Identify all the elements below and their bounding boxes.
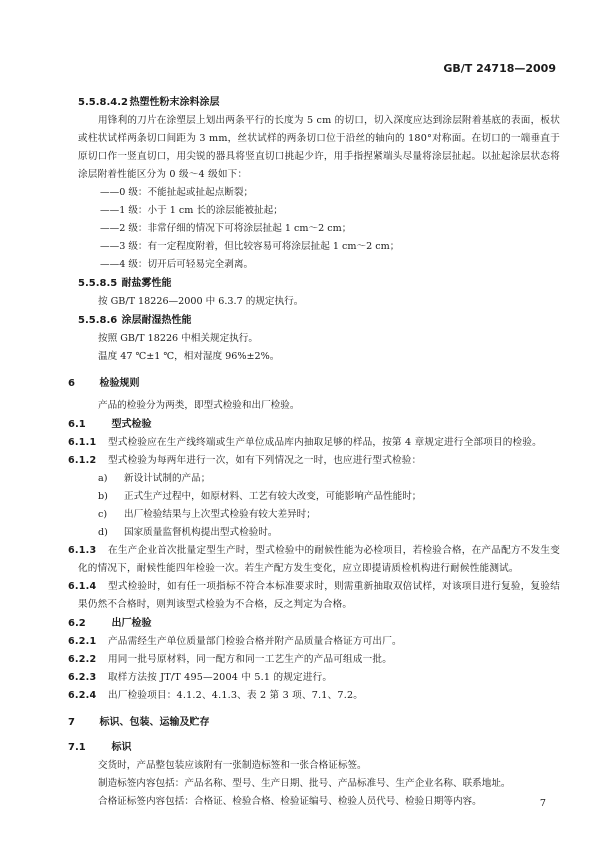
section-title: 出厂检验 [111, 618, 152, 629]
clause-text: 出厂检验项目：4.1.2、4.1.3、表 2 第 3 项、7.1、7.2。 [108, 690, 364, 701]
section-number: 5.5.8.4.2 [78, 97, 128, 108]
section-title: 热塑性粉末涂料涂层 [129, 97, 220, 108]
section-heading-5-5-8-4-2 [78, 93, 560, 112]
clause-6-1-2 [68, 452, 560, 470]
clause-text: 用同一批号原材料，同一配方和同一工艺生产的产品可组成一批。 [108, 654, 393, 665]
clause-number: 6.2.4 [68, 690, 97, 701]
section-number: 6.1 [68, 419, 86, 430]
clause-number: 6.2.3 [68, 672, 97, 683]
list-text: 正式生产过程中，如原材料、工艺有较大改变，可能影响产品性能时； [124, 491, 422, 502]
chapter-heading-6 [68, 374, 560, 393]
clause-6-2-3 [68, 669, 560, 687]
grade-item: ——1 级：小于 1 cm 长的涂层能被扯起； [100, 205, 283, 216]
clause-6-1-4 [68, 578, 560, 614]
list-marker: a) [98, 473, 108, 484]
section-heading-5-5-8-5 [78, 274, 560, 293]
grade-item: ——2 级：非常仔细的情况下可将涂层扯起 1 cm～2 cm； [100, 223, 352, 234]
clause-text: 型式检验为每两年进行一次，如有下列情况之一时，也应进行型式检验： [108, 455, 422, 466]
clause-number: 6.2.2 [68, 654, 97, 665]
list-text: 出厂检验结果与上次型式检验有较大差异时； [124, 509, 316, 520]
clause-6-1-1 [68, 434, 560, 452]
grade-item: ——0 级：不能扯起或扯起点断裂； [100, 187, 254, 198]
clause-text: 型式检验时，如有任一项指标不符合本标准要求时，则需重新抽取双倍试样，对该项目进行复验，复验结果仍然不合格时，则判该型式检验为不合格，反之判定为合格。 [78, 581, 560, 610]
paragraph: 用锋利的刀片在涂塑层上划出两条平行的长度为 5 cm 的切口，切入深度应达到涂层附着基底的表面，板状或柱状试样两条切口间距为 3 mm，丝状试样的两条切口位于沿丝的轴向的 180°对称面。在切口的一端垂直于原切口作一竖直切口，用尖锐的器具将竖直切口挑起少许，用手指捏紧端头尽量将涂层扯起。以扯起涂层状态将涂层附着性能区分为 0 级～4 级如下： [78, 115, 560, 180]
standard-code: GB/T 24718—2009 [443, 62, 556, 75]
section-heading-5-5-8-6 [78, 311, 560, 330]
chapter-title: 标识、包装、运输及贮存 [99, 717, 210, 728]
section-title: 耐盐雾性能 [121, 278, 172, 289]
section-heading-6-1 [68, 415, 560, 434]
paragraph: 按 GB/T 18226—2000 中 6.3.7 的规定执行。 [98, 296, 304, 307]
paragraph: 制造标签内容包括：产品名称、型号、生产日期、批号、产品标准号、生产企业名称、联系地址。 [98, 778, 511, 789]
clause-text: 型式检验应在生产线终端或生产单位成品库内抽取足够的样品，按第 4 章规定进行全部项目的检验。 [108, 437, 542, 448]
paragraph: 合格证标签内容包括：合格证、检验合格、检验证编号、检验人员代号、检验日期等内容。 [98, 796, 482, 807]
paragraph: 交货时，产品整包装应该附有一张制造标签和一张合格证标签。 [98, 760, 367, 771]
clause-text: 取样方法按 JT/T 495—2004 中 5.1 的规定进行。 [108, 672, 333, 683]
section-heading-6-2 [68, 614, 560, 633]
clause-number: 6.2.1 [68, 636, 97, 647]
paragraph: 按照 GB/T 18226 中相关规定执行。 [98, 333, 258, 344]
list-marker: d) [98, 527, 108, 538]
clause-text: 在生产企业首次批量定型生产时，型式检验中的耐候性能为必检项目，若检验合格，在产品配方不发生变化的情况下，耐候性能四年检验一次。若生产配方发生变化，应立即提请质检机构进行耐候性能测试。 [78, 545, 560, 574]
chapter-title: 检验规则 [99, 378, 140, 389]
clause-6-2-4 [68, 687, 560, 705]
list-item [78, 524, 560, 542]
chapter-heading-7 [68, 713, 560, 732]
clause-text: 产品需经生产单位质量部门检验合格并附产品质量合格证方可出厂。 [108, 636, 402, 647]
list-text: 国家质量监督机构提出型式检验时。 [124, 527, 278, 538]
clause-6-2-2 [68, 651, 560, 669]
clause-number: 6.1.3 [68, 545, 97, 556]
chapter-number: 7 [68, 717, 75, 728]
list-item [78, 488, 560, 506]
list-marker: b) [98, 491, 108, 502]
section-title: 涂层耐湿热性能 [121, 315, 192, 326]
clause-6-2-1 [68, 633, 560, 651]
clause-number: 6.1.2 [68, 455, 97, 466]
list-item [78, 506, 560, 524]
clause-6-1-3 [68, 542, 560, 578]
list-item [78, 470, 560, 488]
paragraph: 温度 47 ℃±1 ℃，相对湿度 96%±2%。 [98, 351, 280, 362]
page-number: 7 [539, 798, 546, 809]
section-number: 6.2 [68, 618, 86, 629]
chapter-number: 6 [68, 378, 75, 389]
section-number: 7.1 [68, 742, 86, 753]
paragraph: 产品的检验分为两类，即型式检验和出厂检验。 [98, 400, 300, 411]
section-heading-7-1 [68, 738, 560, 757]
section-title: 型式检验 [111, 419, 152, 430]
document-body [68, 93, 560, 811]
clause-number: 6.1.4 [68, 581, 97, 592]
section-number: 5.5.8.6 [78, 315, 118, 326]
grade-item: ——3 级：有一定程度附着，但比较容易可将涂层扯起 1 cm～2 cm； [100, 241, 400, 252]
grade-item: ——4 级：切开后可轻易完全剥离。 [100, 259, 254, 270]
section-title: 标识 [111, 742, 132, 753]
clause-number: 6.1.1 [68, 437, 97, 448]
section-number: 5.5.8.5 [78, 278, 118, 289]
list-text: 新设计试制的产品； [124, 473, 211, 484]
list-marker: c) [98, 509, 108, 520]
